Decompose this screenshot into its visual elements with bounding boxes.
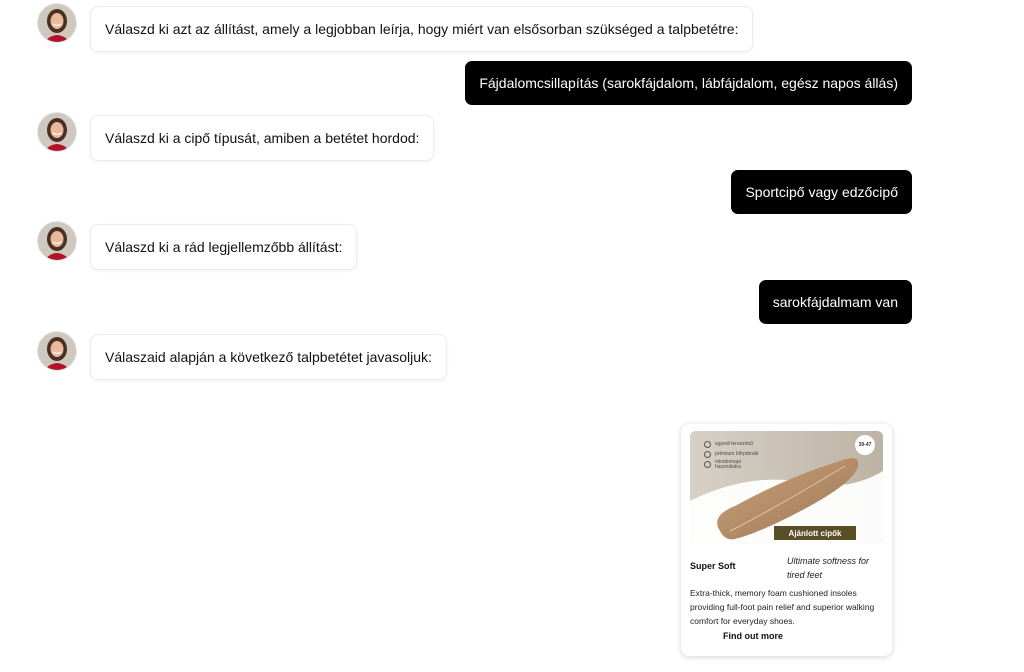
bot-message: Válaszaid alapján a következő talpbetétet javasoljuk: <box>90 334 447 380</box>
assistant-avatar <box>38 332 76 370</box>
assistant-avatar <box>38 113 76 151</box>
feature-icon <box>704 441 711 448</box>
product-name: Super Soft <box>690 561 736 571</box>
feature-text: prémium bőrpárnák <box>715 451 759 457</box>
product-description: Extra-thick, memory foam cushioned insoles providing full-foot pain relief and superior walking comfort for everyday shoes. <box>690 588 875 626</box>
user-answer[interactable]: Fájdalomcsillapítás (sarokfájdalom, lábfájdalom, egész napos állás) <box>465 61 912 105</box>
bot-message: Válaszd ki azt az állítást, amely a legjobban leírja, hogy miért van elsősorban szükséged a talpbetétre: <box>90 6 753 52</box>
feature-icon <box>704 461 711 468</box>
bot-message: Válaszd ki a cipő típusát, amiben a betétet hordod: <box>90 115 434 161</box>
feature-text: egyedi tervezésű <box>715 441 753 447</box>
product-card[interactable] <box>681 424 892 656</box>
find-out-more-link[interactable]: Find out more <box>723 631 783 641</box>
product-tagline: Ultimate softness for tired feet <box>787 556 870 580</box>
product-image <box>690 431 883 544</box>
bot-message: Válaszd ki a rád legjellemzőbb állítást: <box>90 224 357 270</box>
feature-text: mindennapi használatra <box>715 459 741 470</box>
size-badge: 39-47 <box>855 435 875 455</box>
user-answer[interactable]: sarokfájdalmam van <box>759 280 912 324</box>
assistant-avatar <box>38 222 76 260</box>
image-banner: Ajánlott cipők <box>774 526 856 540</box>
assistant-avatar <box>38 4 76 42</box>
feature-icon <box>704 451 711 458</box>
user-answer[interactable]: Sportcipő vagy edzőcipő <box>731 170 912 214</box>
